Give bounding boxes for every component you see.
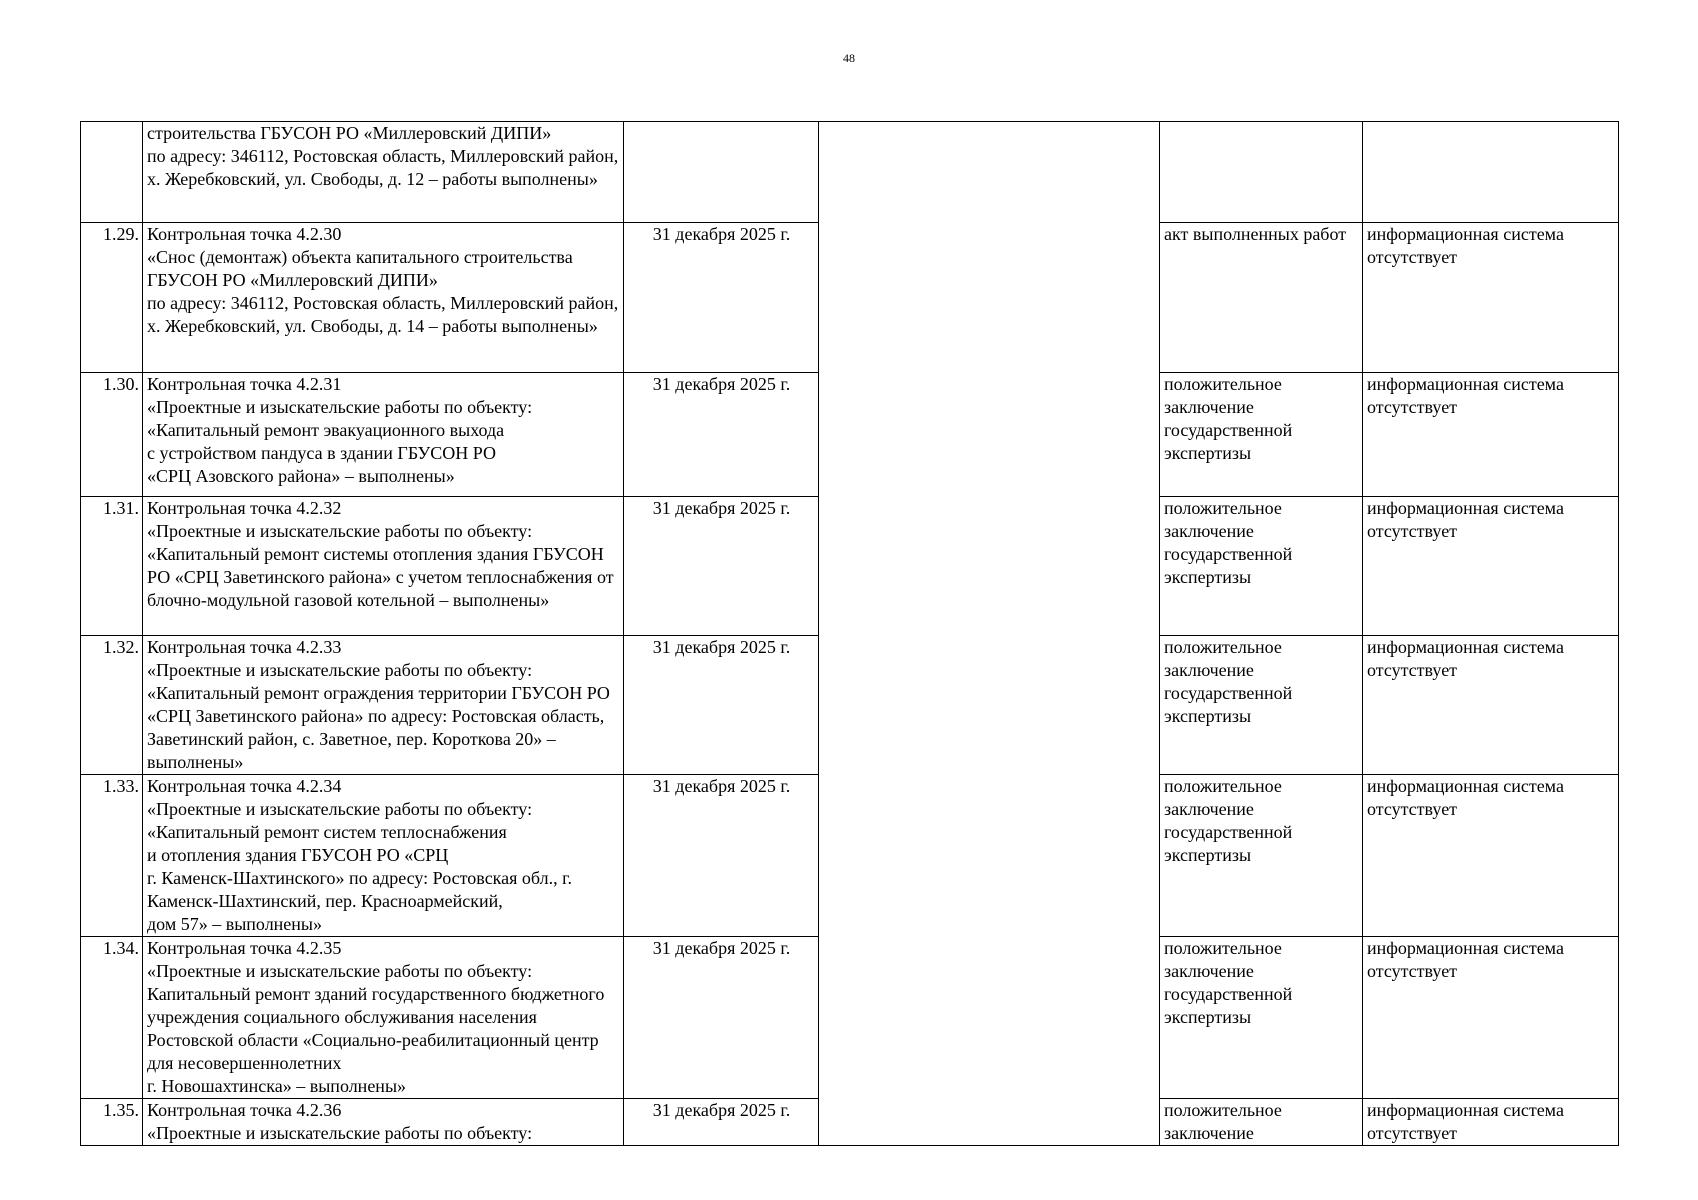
control-point-description: Контрольная точка 4.2.34 «Проектные и изыскательские работы по объекту: «Капитальный ремонт систем теплоснабжения и отопления здания ГБУСОН РО «СРЦ г. Каменск-Шахтинского» по адресу: Ростовская обл., г. Каменск-Шахтинский, пер. Красноармейский, дом 57» – выполнены» xyxy=(143,775,624,937)
information-system xyxy=(1363,122,1619,223)
information-system: информационная система отсутствует xyxy=(1363,636,1619,775)
confirming-document xyxy=(1160,122,1363,223)
row-number: 1.31. xyxy=(81,497,143,636)
control-point-description: Контрольная точка 4.2.36 «Проектные и изыскательские работы по объекту: xyxy=(143,1099,624,1146)
row-number xyxy=(81,122,143,223)
row-number: 1.29. xyxy=(81,223,143,373)
control-point-description: Контрольная точка 4.2.35 «Проектные и изыскательские работы по объекту: Капитальный ремонт зданий государственного бюджетного учреждения социального обслуживания населения Ростовской области «Социально-реабилитационный центр для несовершеннолетних г. Новошахтинска» – выполнены» xyxy=(143,937,624,1099)
confirming-document: акт выполненных работ xyxy=(1160,223,1363,373)
deadline-date: 31 декабря 2025 г. xyxy=(624,373,819,497)
row-number: 1.34. xyxy=(81,937,143,1099)
deadline-date: 31 декабря 2025 г. xyxy=(624,223,819,373)
deadline-date: 31 декабря 2025 г. xyxy=(624,1099,819,1146)
information-system: информационная система отсутствует xyxy=(1363,937,1619,1099)
deadline-date: 31 декабря 2025 г. xyxy=(624,775,819,937)
table-row xyxy=(81,122,1619,223)
responsible-cell xyxy=(819,122,1160,1146)
control-point-description: Контрольная точка 4.2.30 «Снос (демонтаж) объекта капитального строительства ГБУСОН РО «Миллеровский ДИПИ» по адресу: 346112, Ростовская область, Миллеровский район, х. Жеребковский, ул. Свободы, д. 14 – работы выполнены» xyxy=(143,223,624,373)
control-points-table xyxy=(80,121,1619,1146)
confirming-document: положительное заключение государственной экспертизы xyxy=(1160,775,1363,937)
deadline-date: 31 декабря 2025 г. xyxy=(624,937,819,1099)
row-number: 1.33. xyxy=(81,775,143,937)
control-point-description: Контрольная точка 4.2.33 «Проектные и изыскательские работы по объекту: «Капитальный ремонт ограждения территории ГБУСОН РО «СРЦ Заветинского района» по адресу: Ростовская область, Заветинский район, с. Заветное, пер. Короткова 20» – выполнены» xyxy=(143,636,624,775)
row-number: 1.35. xyxy=(81,1099,143,1146)
confirming-document: положительное заключение государственной экспертизы xyxy=(1160,497,1363,636)
control-point-description: строительства ГБУСОН РО «Миллеровский ДИПИ» по адресу: 346112, Ростовская область, Миллеровский район, х. Жеребковский, ул. Свободы, д. 12 – работы выполнены» xyxy=(143,122,624,223)
deadline-date: 31 декабря 2025 г. xyxy=(624,636,819,775)
deadline-date: 31 декабря 2025 г. xyxy=(624,497,819,636)
confirming-document: положительное заключение государственной экспертизы xyxy=(1160,373,1363,497)
row-number: 1.32. xyxy=(81,636,143,775)
deadline-date xyxy=(624,122,819,223)
information-system: информационная система отсутствует xyxy=(1363,497,1619,636)
information-system: информационная система отсутствует xyxy=(1363,223,1619,373)
confirming-document: положительное заключение государственной экспертизы xyxy=(1160,636,1363,775)
control-point-description: Контрольная точка 4.2.31 «Проектные и изыскательские работы по объекту: «Капитальный ремонт эвакуационного выхода с устройством пандуса в здании ГБУСОН РО «СРЦ Азовского района» – выполнены» xyxy=(143,373,624,497)
page-number: 48 xyxy=(843,51,855,65)
confirming-document: положительное заключение xyxy=(1160,1099,1363,1146)
information-system: информационная система отсутствует xyxy=(1363,775,1619,937)
control-point-description: Контрольная точка 4.2.32 «Проектные и изыскательские работы по объекту: «Капитальный ремонт системы отопления здания ГБУСОН РО «СРЦ Заветинского района» с учетом теплоснабжения от блочно-модульной газовой котельной – выполнены» xyxy=(143,497,624,636)
information-system: информационная система отсутствует xyxy=(1363,1099,1619,1146)
information-system: информационная система отсутствует xyxy=(1363,373,1619,497)
row-number: 1.30. xyxy=(81,373,143,497)
confirming-document: положительное заключение государственной экспертизы xyxy=(1160,937,1363,1099)
